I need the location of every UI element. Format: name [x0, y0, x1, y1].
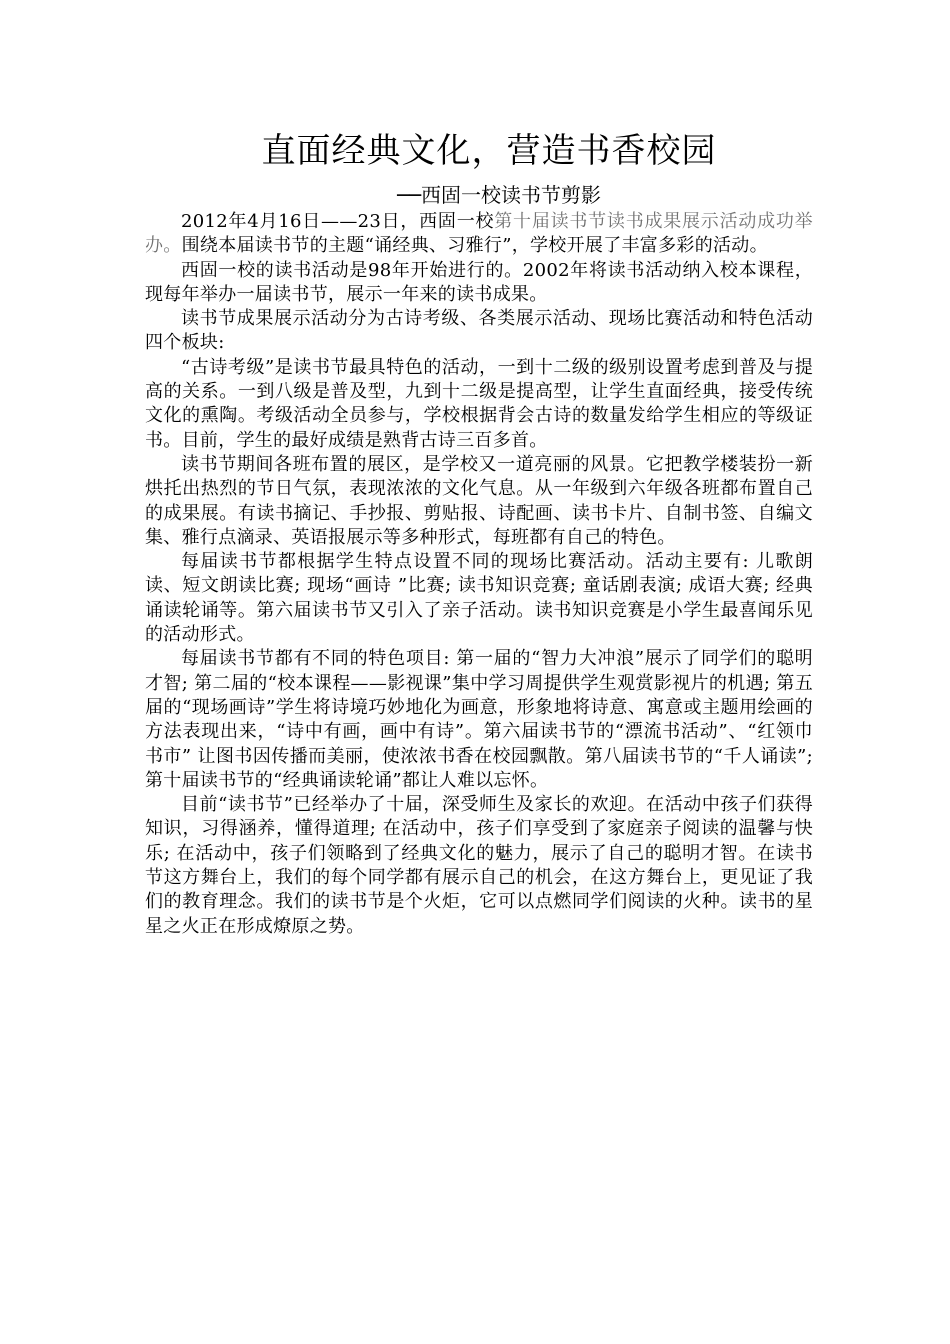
paragraph-poetry-grading: “古诗考级”是读书节最具特色的活动，一到十二级的级别设置考虑到普及与提高的关系。一到八级是普及型，九到十二级是提高型，让学生直面经典，接受传统文化的熏陶。考级活动全员参与，学校根据背会古诗的数量发给学生相应的等级证书。目前，学生的最好成绩是熟背古诗三百多首。	[145, 356, 813, 451]
intro-date-text: 2012年4月16日——23日，西固一校	[181, 211, 495, 232]
paragraph-intro	[145, 210, 813, 259]
paragraph-class-exhibits: 读书节期间各班布置的展区，是学校又一道亮丽的风景。它把教学楼装扮一新烘托出热烈的节日气氛，表现浓浓的文化气息。从一年级到六年级各班都布置自己的成果展。有读书摘记、手抄报、剪贴报、诗配画、读书卡片、自制书签、自编文集、雅行点滴录、英语报展示等多种形式，每班都有自己的特色。	[145, 453, 813, 548]
paragraph-conclusion: 目前“读书节”已经举办了十届，深受师生及家长的欢迎。在活动中孩子们获得知识，习得涵养，懂得道理; 在活动中，孩子们享受到了家庭亲子阅读的温馨与快乐; 在活动中，孩子们领略到了经典文化的魅力，展示了自己的聪明才智。在读书节这方舞台上，我们的每个同学都有展示自己的机会，在这方舞台上，更见证了我们的教育理念。我们的读书节是个火炬，它可以点燃同学们阅读的火种。读书的星星之火正在形成燎原之势。	[145, 794, 813, 937]
paragraph-competitions: 每届读书节都根据学生特点设置不同的现场比赛活动。活动主要有: 儿歌朗读、短文朗读比赛; 现场“画诗 ”比赛; 读书知识竞赛; 童话剧表演; 成语大赛; 经典诵读轮诵等。第六届读书节又引入了亲子活动。读书知识竞赛是小学生最喜闻乐见的活动形式。	[145, 551, 813, 646]
page-title: 直面经典文化，营造书香校园	[261, 131, 717, 171]
page-subtitle: ──西固一校读书节剪影	[396, 183, 602, 207]
paragraph-history: 西固一校的读书活动是98年开始进行的。2002年将读书活动纳入校本课程，现每年举办一届读书节，展示一年来的读书成果。	[145, 259, 813, 305]
paragraph-sections: 读书节成果展示活动分为古诗考级、各类展示活动、现场比赛活动和特色活动四个板块:	[145, 308, 813, 354]
intro-theme-text: 围绕本届读书节的主题“诵经典、习雅行”，学校开展了丰富多彩的活动。	[181, 235, 768, 257]
document-page	[145, 128, 813, 939]
paragraph-special-projects: 每届读书节都有不同的特色项目: 第一届的“智力大冲浪”展示了同学们的聪明才智; 第二届的“校本课程——影视课”集中学习周提供学生观赏影视片的机遇; 第五届的“现场画诗”学生将诗境巧妙地化为画意，形象地将诗意、寓意或主题用绘画的方法表现出来，“诗中有画，画中有诗”。第六届读书节的“漂流书活动”、“红领巾书市” 让图书因传播而美丽，使浓浓书香在校园飘散。第八届读书节的“千人诵读”; 第十届读书节的“经典诵读轮诵”都让人难以忘怀。	[145, 648, 813, 791]
intro-highlight-text: 第十届读书节读书成果展示活动成功举办。	[145, 211, 813, 257]
